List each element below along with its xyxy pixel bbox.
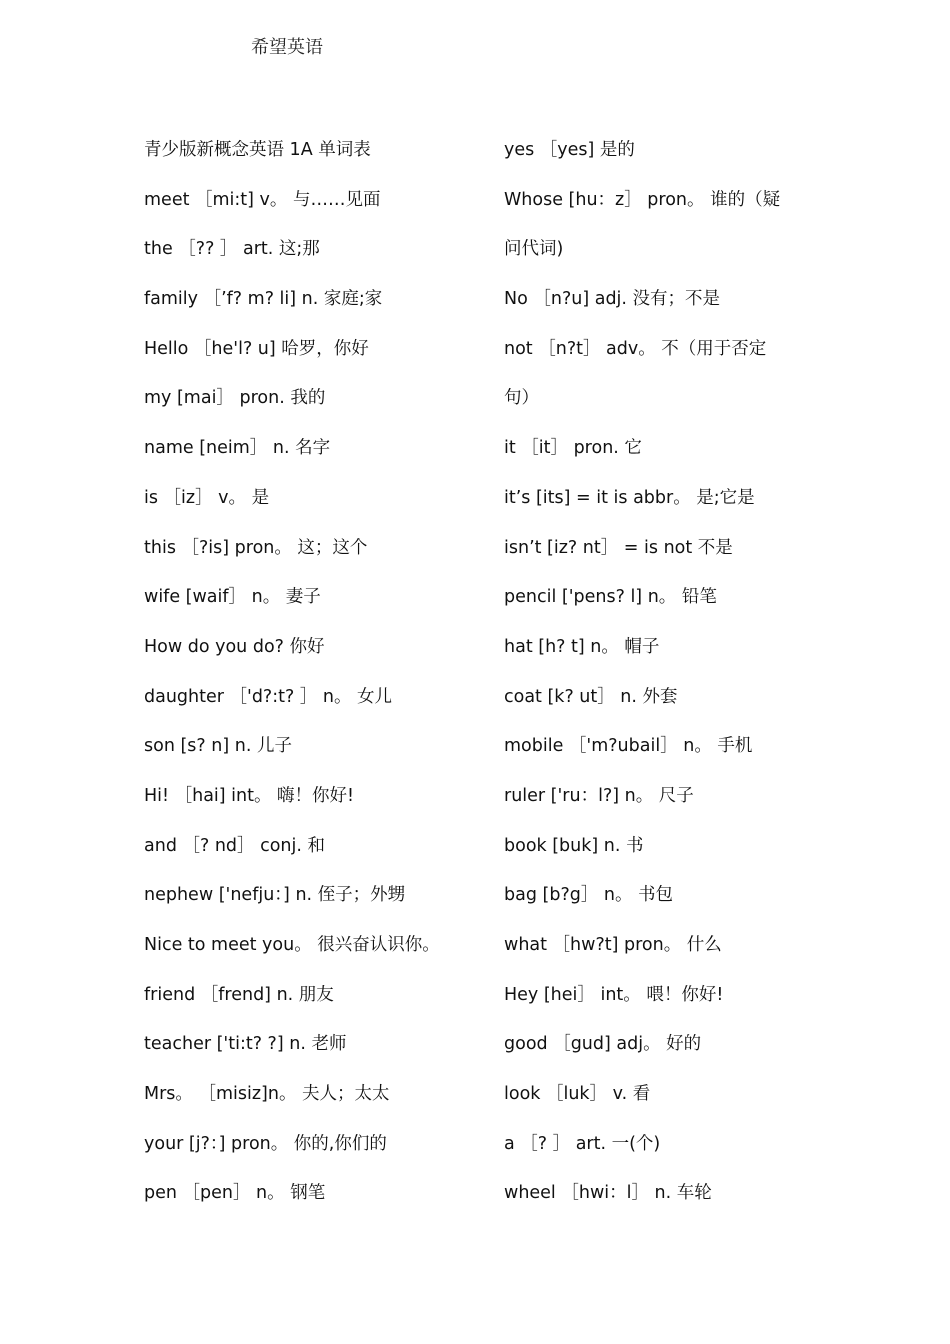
right-line: 问代词) bbox=[504, 239, 564, 260]
right-line: pencil ['pens? l] n。 铅笔 bbox=[504, 587, 717, 608]
left-line: Hi! ［hai] int。 嗨！你好! bbox=[144, 785, 355, 806]
left-line: name [neim］ n. 名字 bbox=[144, 438, 331, 459]
right-line: coat [k? ut］ n. 外套 bbox=[504, 686, 678, 707]
left-line: this ［?is] pron。 这；这个 bbox=[144, 537, 368, 558]
right-line: ruler ['ru：l?] n。 尺子 bbox=[504, 785, 694, 806]
left-line: and ［? nd］ conj. 和 bbox=[144, 835, 326, 856]
right-line: what ［hw?t] pron。 什么 bbox=[504, 935, 722, 955]
right-line: isn’t [iz? nt］ = is not 不是 bbox=[504, 537, 733, 558]
right-line: look ［luk］ v. 看 bbox=[504, 1084, 651, 1105]
right-line: a ［? ］ art. 一(个) bbox=[504, 1133, 661, 1154]
left-line: family ［’f? m? li] n. 家庭;家 bbox=[144, 289, 383, 310]
left-line: son [s? n] n. 儿子 bbox=[144, 736, 292, 757]
right-line: Hey [hei］ int。 喂！你好! bbox=[504, 984, 724, 1005]
right-line: No ［n?u] adj. 没有；不是 bbox=[504, 289, 721, 310]
left-line: your [j?：] pron。 你的,你们的 bbox=[144, 1133, 387, 1154]
right-line: it’s [its] = it is abbr。 是;它是 bbox=[504, 487, 755, 508]
right-line: Whose [hu：z］ pron。 谁的（疑 bbox=[504, 189, 781, 210]
left-line: meet ［mi:t] v。 与……见面 bbox=[144, 189, 381, 210]
right-line: wheel ［hwi：l］ n. 车轮 bbox=[504, 1183, 712, 1204]
right-line: not ［n?t］ adv。 不（用于否定 bbox=[504, 338, 767, 359]
right-line: bag [b?g］ n。 书包 bbox=[504, 885, 674, 906]
right-line: it ［it］ pron. 它 bbox=[504, 438, 642, 459]
right-line: 句） bbox=[504, 388, 539, 409]
left-line: friend ［frend] n. 朋友 bbox=[144, 984, 334, 1005]
right-line: mobile ［'m?ubail］ n。 手机 bbox=[504, 736, 753, 757]
left-line: Hello ［he'l? u] 哈罗，你好 bbox=[144, 338, 369, 359]
right-line: hat [h? t] n。 帽子 bbox=[504, 636, 660, 657]
right-line: good ［gud] adj。 好的 bbox=[504, 1034, 702, 1055]
left-line: daughter ［'d?:t? ］ n。 女儿 bbox=[144, 686, 393, 707]
left-line: my [mai］ pron. 我的 bbox=[144, 388, 326, 409]
right-line: yes ［yes] 是的 bbox=[504, 140, 635, 160]
left-line: Mrs。 ［misiz]n。 夫人；太太 bbox=[144, 1084, 390, 1105]
left-line: is ［iz］ v。 是 bbox=[144, 487, 270, 508]
left-line: nephew ['nefju：] n. 侄子；外甥 bbox=[144, 885, 406, 906]
right-word-column bbox=[504, 138, 804, 1231]
left-line: pen ［pen］ n。 钢笔 bbox=[144, 1183, 326, 1204]
left-line: the ［?? ］ art. 这;那 bbox=[144, 239, 320, 260]
right-line: book [buk] n. 书 bbox=[504, 835, 644, 856]
left-line: 青少版新概念英语 1A 单词表 bbox=[144, 140, 371, 160]
left-word-column bbox=[144, 138, 474, 1231]
left-line: wife [waif］ n。 妻子 bbox=[144, 587, 321, 608]
page-header: 希望英语 bbox=[251, 37, 323, 58]
left-line: How do you do? 你好 bbox=[144, 636, 325, 657]
left-line: teacher ['ti:t? ?] n. 老师 bbox=[144, 1034, 347, 1055]
left-line: Nice to meet you。 很兴奋认识你。 bbox=[144, 935, 440, 955]
